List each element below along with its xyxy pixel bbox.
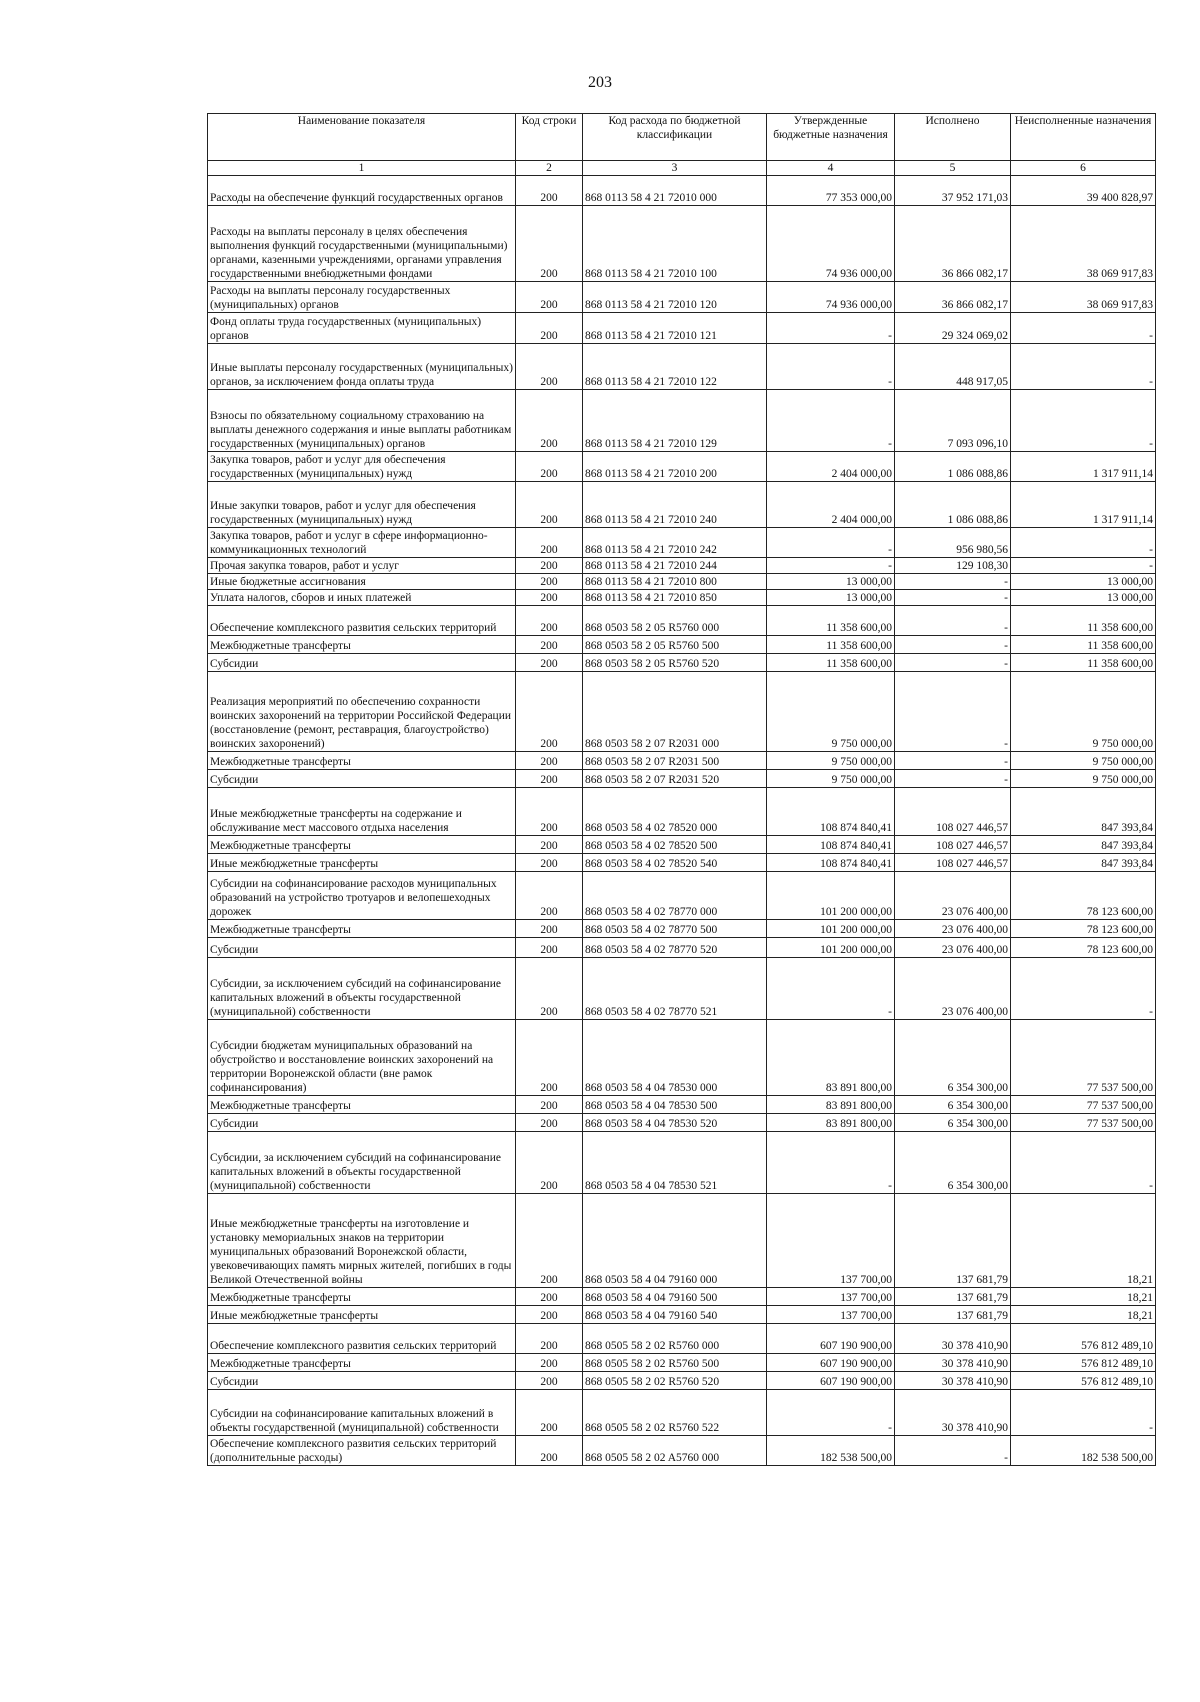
row-expense-code: 868 0503 58 2 07 R2031 520 — [583, 770, 767, 788]
row-name: Межбюджетные трансферты — [208, 752, 516, 770]
table-row — [208, 282, 1156, 313]
row-executed: 6 354 300,00 — [895, 1096, 1011, 1114]
row-approved: - — [767, 344, 895, 390]
row-approved: 83 891 800,00 — [767, 1114, 895, 1132]
row-line-code: 200 — [516, 788, 583, 836]
column-number: 4 — [767, 161, 895, 176]
row-expense-code: 868 0113 58 4 21 72010 129 — [583, 390, 767, 452]
table-row — [208, 1372, 1156, 1390]
row-line-code: 200 — [516, 1372, 583, 1390]
table-row — [208, 770, 1156, 788]
row-executed: - — [895, 590, 1011, 606]
row-name: Межбюджетные трансферты — [208, 836, 516, 854]
row-line-code: 200 — [516, 636, 583, 654]
row-executed: 6 354 300,00 — [895, 1132, 1011, 1194]
row-approved: 83 891 800,00 — [767, 1096, 895, 1114]
table-row — [208, 1324, 1156, 1354]
row-unexecuted: 77 537 500,00 — [1011, 1096, 1156, 1114]
row-executed: 30 378 410,90 — [895, 1372, 1011, 1390]
row-unexecuted: 13 000,00 — [1011, 574, 1156, 590]
table-row — [208, 344, 1156, 390]
row-line-code: 200 — [516, 1390, 583, 1436]
row-approved: 13 000,00 — [767, 590, 895, 606]
row-unexecuted: 182 538 500,00 — [1011, 1436, 1156, 1466]
row-expense-code: 868 0503 58 4 02 78520 540 — [583, 854, 767, 872]
row-executed: 108 027 446,57 — [895, 788, 1011, 836]
row-name: Субсидии — [208, 770, 516, 788]
row-executed: - — [895, 654, 1011, 672]
row-approved: 2 404 000,00 — [767, 452, 895, 482]
row-name: Иные межбюджетные трансферты на содержание и обслуживание мест массового отдыха населения — [208, 788, 516, 836]
row-approved: 11 358 600,00 — [767, 606, 895, 636]
row-expense-code: 868 0503 58 4 04 78530 500 — [583, 1096, 767, 1114]
table-row — [208, 390, 1156, 452]
row-executed: - — [895, 770, 1011, 788]
row-expense-code: 868 0113 58 4 21 72010 244 — [583, 558, 767, 574]
column-number: 2 — [516, 161, 583, 176]
row-approved: 83 891 800,00 — [767, 1020, 895, 1096]
row-name: Закупка товаров, работ и услуг в сфере информационно-коммуникационных технологий — [208, 528, 516, 558]
row-line-code: 200 — [516, 1306, 583, 1324]
table-row — [208, 836, 1156, 854]
row-line-code: 200 — [516, 854, 583, 872]
row-name: Субсидии — [208, 654, 516, 672]
table-row — [208, 1390, 1156, 1436]
row-unexecuted: 13 000,00 — [1011, 590, 1156, 606]
row-executed: 956 980,56 — [895, 528, 1011, 558]
row-approved: - — [767, 313, 895, 344]
row-approved: 77 353 000,00 — [767, 176, 895, 206]
row-executed: 30 378 410,90 — [895, 1324, 1011, 1354]
row-executed: 6 354 300,00 — [895, 1114, 1011, 1132]
row-executed: 23 076 400,00 — [895, 938, 1011, 958]
row-expense-code: 868 0113 58 4 21 72010 800 — [583, 574, 767, 590]
row-name: Субсидии, за исключением субсидий на софинансирование капитальных вложений в объекты государственной (муниципальной) собственности — [208, 958, 516, 1020]
row-unexecuted: 9 750 000,00 — [1011, 672, 1156, 752]
row-line-code: 200 — [516, 282, 583, 313]
row-expense-code: 868 0113 58 4 21 72010 242 — [583, 528, 767, 558]
row-approved: 101 200 000,00 — [767, 872, 895, 920]
row-name: Межбюджетные трансферты — [208, 920, 516, 938]
row-approved: - — [767, 558, 895, 574]
row-line-code: 200 — [516, 672, 583, 752]
row-executed: 129 108,30 — [895, 558, 1011, 574]
row-expense-code: 868 0503 58 4 02 78520 000 — [583, 788, 767, 836]
table-row — [208, 590, 1156, 606]
row-approved: 74 936 000,00 — [767, 206, 895, 282]
row-name: Субсидии — [208, 1114, 516, 1132]
row-approved: 137 700,00 — [767, 1288, 895, 1306]
row-approved: 108 874 840,41 — [767, 788, 895, 836]
row-expense-code: 868 0503 58 4 02 78520 500 — [583, 836, 767, 854]
row-unexecuted: 1 317 911,14 — [1011, 482, 1156, 528]
row-line-code: 200 — [516, 206, 583, 282]
row-line-code: 200 — [516, 590, 583, 606]
row-approved: 13 000,00 — [767, 574, 895, 590]
row-expense-code: 868 0113 58 4 21 72010 000 — [583, 176, 767, 206]
row-name: Субсидии на софинансирование капитальных вложений в объекты государственной (муниципальной) собственности — [208, 1390, 516, 1436]
row-executed: - — [895, 672, 1011, 752]
row-line-code: 200 — [516, 313, 583, 344]
row-line-code: 200 — [516, 528, 583, 558]
row-expense-code: 868 0503 58 2 07 R2031 000 — [583, 672, 767, 752]
row-unexecuted: 78 123 600,00 — [1011, 872, 1156, 920]
row-expense-code: 868 0505 58 2 02 R5760 522 — [583, 1390, 767, 1436]
row-approved: 9 750 000,00 — [767, 672, 895, 752]
row-approved: - — [767, 958, 895, 1020]
column-number: 6 — [1011, 161, 1156, 176]
row-name: Межбюджетные трансферты — [208, 1288, 516, 1306]
row-unexecuted: 18,21 — [1011, 1194, 1156, 1288]
row-name: Субсидии бюджетам муниципальных образований на обустройство и восстановление воинских захоронений на территории Воронежской области (вне рамок софинансирования) — [208, 1020, 516, 1096]
row-name: Иные выплаты персоналу государственных (муниципальных) органов, за исключением фонда оплаты труда — [208, 344, 516, 390]
table-row — [208, 672, 1156, 752]
row-executed: 108 027 446,57 — [895, 836, 1011, 854]
row-executed: 7 093 096,10 — [895, 390, 1011, 452]
table-row — [208, 1354, 1156, 1372]
row-approved: 108 874 840,41 — [767, 836, 895, 854]
row-unexecuted: 77 537 500,00 — [1011, 1114, 1156, 1132]
row-unexecuted: 11 358 600,00 — [1011, 606, 1156, 636]
row-approved: 607 190 900,00 — [767, 1372, 895, 1390]
row-unexecuted: 18,21 — [1011, 1288, 1156, 1306]
row-executed: - — [895, 752, 1011, 770]
row-expense-code: 868 0113 58 4 21 72010 100 — [583, 206, 767, 282]
row-name: Расходы на выплаты персоналу государственных (муниципальных) органов — [208, 282, 516, 313]
row-executed: 37 952 171,03 — [895, 176, 1011, 206]
table-row — [208, 872, 1156, 920]
row-approved: - — [767, 1390, 895, 1436]
row-approved: 2 404 000,00 — [767, 482, 895, 528]
row-line-code: 200 — [516, 1020, 583, 1096]
row-expense-code: 868 0503 58 2 07 R2031 500 — [583, 752, 767, 770]
row-unexecuted: 847 393,84 — [1011, 836, 1156, 854]
row-line-code: 200 — [516, 344, 583, 390]
table-row — [208, 1194, 1156, 1288]
row-expense-code: 868 0505 58 2 02 A5760 000 — [583, 1436, 767, 1466]
table-row — [208, 1114, 1156, 1132]
row-unexecuted: 847 393,84 — [1011, 788, 1156, 836]
table-row — [208, 176, 1156, 206]
row-line-code: 200 — [516, 654, 583, 672]
header-row — [208, 114, 1156, 161]
row-unexecuted: - — [1011, 558, 1156, 574]
row-executed: 108 027 446,57 — [895, 854, 1011, 872]
header-name: Наименование показателя — [208, 114, 516, 161]
row-approved: 11 358 600,00 — [767, 654, 895, 672]
row-expense-code: 868 0113 58 4 21 72010 850 — [583, 590, 767, 606]
row-line-code: 200 — [516, 606, 583, 636]
row-approved: - — [767, 1132, 895, 1194]
column-number: 5 — [895, 161, 1011, 176]
row-unexecuted: - — [1011, 390, 1156, 452]
header-approved: Утвержденные бюджетные назначения — [767, 114, 895, 161]
row-expense-code: 868 0503 58 4 04 79160 540 — [583, 1306, 767, 1324]
row-name: Субсидии — [208, 938, 516, 958]
row-line-code: 200 — [516, 1436, 583, 1466]
row-unexecuted: 1 317 911,14 — [1011, 452, 1156, 482]
row-expense-code: 868 0503 58 4 04 78530 520 — [583, 1114, 767, 1132]
row-name: Иные межбюджетные трансферты на изготовление и установку мемориальных знаков на территории муниципальных образований Воронежской области, увековечивающих память мирных жителей, погибших в годы Великой Отечественной войны — [208, 1194, 516, 1288]
table-row — [208, 1436, 1156, 1466]
table-row — [208, 752, 1156, 770]
row-expense-code: 868 0503 58 4 04 79160 500 — [583, 1288, 767, 1306]
row-expense-code: 868 0503 58 4 04 78530 521 — [583, 1132, 767, 1194]
row-name: Межбюджетные трансферты — [208, 1354, 516, 1372]
table-row — [208, 788, 1156, 836]
row-line-code: 200 — [516, 574, 583, 590]
row-executed: 1 086 088,86 — [895, 452, 1011, 482]
budget-expenses-table — [207, 113, 1156, 1466]
row-name: Реализация мероприятий по обеспечению сохранности воинских захоронений на территории Российской Федерации (восстановление (ремонт, реставрация, благоустройство) воинских захоронений) — [208, 672, 516, 752]
header-expense-code: Код расхода по бюджетной классификации — [583, 114, 767, 161]
row-unexecuted: 38 069 917,83 — [1011, 282, 1156, 313]
row-name: Иные межбюджетные трансферты — [208, 854, 516, 872]
row-line-code: 200 — [516, 770, 583, 788]
row-executed: 30 378 410,90 — [895, 1390, 1011, 1436]
row-expense-code: 868 0113 58 4 21 72010 121 — [583, 313, 767, 344]
row-expense-code: 868 0503 58 2 05 R5760 000 — [583, 606, 767, 636]
table-row — [208, 558, 1156, 574]
row-name: Обеспечение комплексного развития сельских территорий — [208, 1324, 516, 1354]
row-line-code: 200 — [516, 452, 583, 482]
row-executed: 23 076 400,00 — [895, 920, 1011, 938]
row-approved: 11 358 600,00 — [767, 636, 895, 654]
row-line-code: 200 — [516, 836, 583, 854]
row-unexecuted: 11 358 600,00 — [1011, 636, 1156, 654]
row-line-code: 200 — [516, 938, 583, 958]
row-line-code: 200 — [516, 1096, 583, 1114]
row-executed: 23 076 400,00 — [895, 872, 1011, 920]
row-line-code: 200 — [516, 872, 583, 920]
row-name: Обеспечение комплексного развития сельских территорий (дополнительные расходы) — [208, 1436, 516, 1466]
header-executed: Исполнено — [895, 114, 1011, 161]
table-row — [208, 958, 1156, 1020]
row-unexecuted: - — [1011, 1132, 1156, 1194]
row-approved: - — [767, 528, 895, 558]
row-executed: 6 354 300,00 — [895, 1020, 1011, 1096]
row-unexecuted: 576 812 489,10 — [1011, 1324, 1156, 1354]
row-approved: 9 750 000,00 — [767, 770, 895, 788]
row-approved: 182 538 500,00 — [767, 1436, 895, 1466]
row-expense-code: 868 0503 58 4 02 78770 000 — [583, 872, 767, 920]
column-number: 1 — [208, 161, 516, 176]
row-name: Взносы по обязательному социальному страхованию на выплаты денежного содержания и иные выплаты работникам государственных (муниципальных) органов — [208, 390, 516, 452]
row-name: Иные межбюджетные трансферты — [208, 1306, 516, 1324]
table-row — [208, 528, 1156, 558]
column-number-row — [208, 161, 1156, 176]
row-unexecuted: 78 123 600,00 — [1011, 920, 1156, 938]
row-expense-code: 868 0505 58 2 02 R5760 000 — [583, 1324, 767, 1354]
table-body — [208, 176, 1156, 1466]
row-line-code: 200 — [516, 920, 583, 938]
row-unexecuted: 847 393,84 — [1011, 854, 1156, 872]
row-approved: 108 874 840,41 — [767, 854, 895, 872]
row-executed: 137 681,79 — [895, 1306, 1011, 1324]
row-unexecuted: - — [1011, 528, 1156, 558]
row-executed: 23 076 400,00 — [895, 958, 1011, 1020]
row-executed: - — [895, 574, 1011, 590]
row-expense-code: 868 0503 58 4 02 78770 521 — [583, 958, 767, 1020]
page-number: 203 — [588, 74, 612, 91]
table-row — [208, 636, 1156, 654]
row-line-code: 200 — [516, 176, 583, 206]
row-name: Закупка товаров, работ и услуг для обеспечения государственных (муниципальных) нужд — [208, 452, 516, 482]
row-line-code: 200 — [516, 958, 583, 1020]
row-approved: 607 190 900,00 — [767, 1354, 895, 1372]
table-row — [208, 1306, 1156, 1324]
row-name: Межбюджетные трансферты — [208, 1096, 516, 1114]
row-approved: 137 700,00 — [767, 1194, 895, 1288]
row-unexecuted: 78 123 600,00 — [1011, 938, 1156, 958]
row-expense-code: 868 0113 58 4 21 72010 122 — [583, 344, 767, 390]
row-name: Уплата налогов, сборов и иных платежей — [208, 590, 516, 606]
row-approved: 74 936 000,00 — [767, 282, 895, 313]
row-unexecuted: - — [1011, 313, 1156, 344]
row-unexecuted: 11 358 600,00 — [1011, 654, 1156, 672]
row-line-code: 200 — [516, 390, 583, 452]
row-approved: 101 200 000,00 — [767, 938, 895, 958]
row-executed: 36 866 082,17 — [895, 206, 1011, 282]
row-unexecuted: 38 069 917,83 — [1011, 206, 1156, 282]
row-name: Межбюджетные трансферты — [208, 636, 516, 654]
table-row — [208, 854, 1156, 872]
row-unexecuted: 576 812 489,10 — [1011, 1354, 1156, 1372]
row-unexecuted: 576 812 489,10 — [1011, 1372, 1156, 1390]
row-name: Субсидии — [208, 1372, 516, 1390]
row-line-code: 200 — [516, 1194, 583, 1288]
row-unexecuted: - — [1011, 958, 1156, 1020]
row-unexecuted: - — [1011, 1390, 1156, 1436]
row-expense-code: 868 0505 58 2 02 R5760 520 — [583, 1372, 767, 1390]
row-name: Иные закупки товаров, работ и услуг для обеспечения государственных (муниципальных) нужд — [208, 482, 516, 528]
row-approved: 9 750 000,00 — [767, 752, 895, 770]
row-line-code: 200 — [516, 1114, 583, 1132]
row-name: Расходы на обеспечение функций государственных органов — [208, 176, 516, 206]
row-expense-code: 868 0503 58 2 05 R5760 500 — [583, 636, 767, 654]
row-unexecuted: 77 537 500,00 — [1011, 1020, 1156, 1096]
row-line-code: 200 — [516, 752, 583, 770]
row-line-code: 200 — [516, 1132, 583, 1194]
table-row — [208, 313, 1156, 344]
row-approved: 607 190 900,00 — [767, 1324, 895, 1354]
row-expense-code: 868 0113 58 4 21 72010 240 — [583, 482, 767, 528]
row-expense-code: 868 0503 58 2 05 R5760 520 — [583, 654, 767, 672]
row-line-code: 200 — [516, 558, 583, 574]
row-unexecuted: 18,21 — [1011, 1306, 1156, 1324]
row-expense-code: 868 0113 58 4 21 72010 200 — [583, 452, 767, 482]
row-unexecuted: 39 400 828,97 — [1011, 176, 1156, 206]
row-expense-code: 868 0503 58 4 02 78770 500 — [583, 920, 767, 938]
row-expense-code: 868 0113 58 4 21 72010 120 — [583, 282, 767, 313]
row-expense-code: 868 0503 58 4 04 78530 000 — [583, 1020, 767, 1096]
table-row — [208, 482, 1156, 528]
row-name: Иные бюджетные ассигнования — [208, 574, 516, 590]
table-row — [208, 452, 1156, 482]
row-executed: 36 866 082,17 — [895, 282, 1011, 313]
table-row — [208, 574, 1156, 590]
column-number: 3 — [583, 161, 767, 176]
row-line-code: 200 — [516, 482, 583, 528]
row-expense-code: 868 0503 58 4 04 79160 000 — [583, 1194, 767, 1288]
row-executed: - — [895, 1436, 1011, 1466]
row-executed: - — [895, 636, 1011, 654]
row-executed: 29 324 069,02 — [895, 313, 1011, 344]
row-executed: 448 917,05 — [895, 344, 1011, 390]
row-name: Субсидии, за исключением субсидий на софинансирование капитальных вложений в объекты государственной (муниципальной) собственности — [208, 1132, 516, 1194]
row-approved: 101 200 000,00 — [767, 920, 895, 938]
table-row — [208, 1020, 1156, 1096]
header-line-code: Код строки — [516, 114, 583, 161]
table-row — [208, 654, 1156, 672]
table-row — [208, 206, 1156, 282]
row-name: Обеспечение комплексного развития сельских территорий — [208, 606, 516, 636]
row-unexecuted: 9 750 000,00 — [1011, 752, 1156, 770]
row-approved: - — [767, 390, 895, 452]
row-line-code: 200 — [516, 1354, 583, 1372]
row-executed: 30 378 410,90 — [895, 1354, 1011, 1372]
table-row — [208, 1132, 1156, 1194]
row-executed: 1 086 088,86 — [895, 482, 1011, 528]
row-name: Фонд оплаты труда государственных (муниципальных) органов — [208, 313, 516, 344]
row-executed: - — [895, 606, 1011, 636]
row-line-code: 200 — [516, 1324, 583, 1354]
row-executed: 137 681,79 — [895, 1194, 1011, 1288]
row-expense-code: 868 0505 58 2 02 R5760 500 — [583, 1354, 767, 1372]
row-name: Прочая закупка товаров, работ и услуг — [208, 558, 516, 574]
row-unexecuted: - — [1011, 344, 1156, 390]
row-line-code: 200 — [516, 1288, 583, 1306]
table-row — [208, 920, 1156, 938]
table-row — [208, 1288, 1156, 1306]
row-unexecuted: 9 750 000,00 — [1011, 770, 1156, 788]
row-name: Расходы на выплаты персоналу в целях обеспечения выполнения функций государственными (муниципальными) органами, казенными учреждениями, органами управления государственными внебюджетными фондами — [208, 206, 516, 282]
row-name: Субсидии на софинансирование расходов муниципальных образований на устройство тротуаров и велопешеходных дорожек — [208, 872, 516, 920]
header-unexecuted: Неисполненные назначения — [1011, 114, 1156, 161]
row-executed: 137 681,79 — [895, 1288, 1011, 1306]
row-expense-code: 868 0503 58 4 02 78770 520 — [583, 938, 767, 958]
row-approved: 137 700,00 — [767, 1306, 895, 1324]
table-row — [208, 938, 1156, 958]
table-row — [208, 606, 1156, 636]
table-row — [208, 1096, 1156, 1114]
